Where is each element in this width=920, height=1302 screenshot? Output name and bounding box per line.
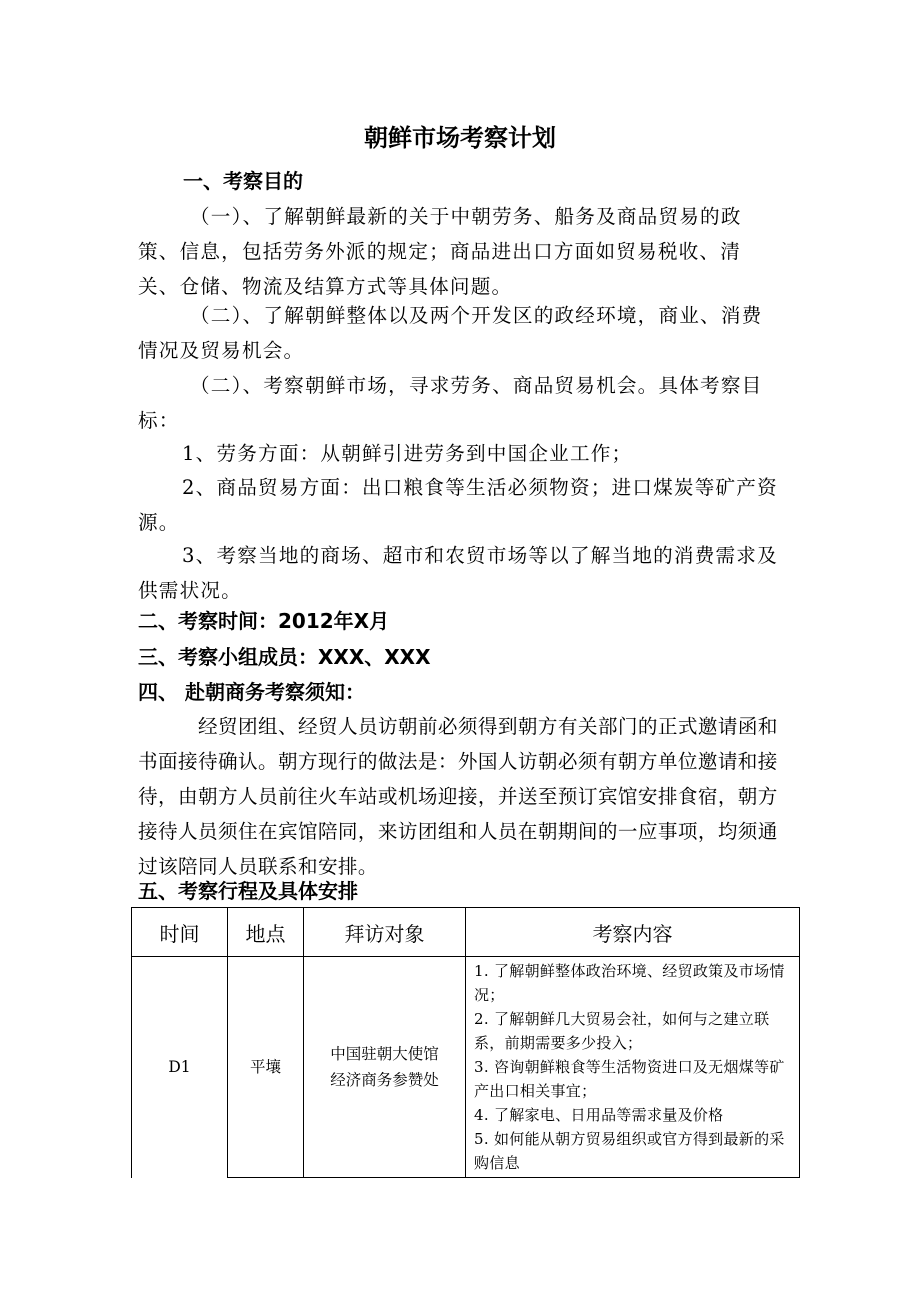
page-title: 朝鲜市场考察计划 [364,124,556,152]
section-2-heading: 二、考察时间：2012年X月 [138,609,390,633]
table-row [132,957,800,1178]
content-item-3: 3. 咨询朝鲜粮食等生活物资进口及无烟煤等矿产出口相关事宜； [474,1058,785,1100]
header-place: 地点 [228,908,304,957]
section-1-item-1: 1、劳务方面：从朝鲜引进劳务到中国企业工作； [182,442,633,465]
section-4-paragraph: 经贸团组、经贸人员访朝前必须得到朝方有关部门的正式邀请函和书面接待确认。朝方现行的做法是：外国人访朝必须有朝方单位邀请和接待，由朝方人员前往火车站或机场迎接，并送至预订宾馆安排食宿，朝方接待人员须住在宾馆陪同，来访团组和人员在朝期间的一应事项，均须通过该陪同人员联系和安排。 [138,715,778,878]
section-1-paragraph-1: （一）、了解朝鲜最新的关于中朝劳务、船务及商品贸易的政策、信息，包括劳务外派的规定；商品进出口方面如贸易税收、清关、仓储、物流及结算方式等具体问题。 [138,205,742,298]
cell-content [466,957,800,1178]
section-1-item-3: 3、考察当地的商场、超市和农贸市场等以了解当地的消费需求及供需状况。 [138,544,778,602]
section-1-heading: 一、考察目的 [183,169,303,193]
section-4-heading: 四、 赴朝商务考察须知： [138,680,365,704]
header-time: 时间 [132,908,228,957]
content-item-1: 1. 了解朝鲜整体政治环境、经贸政策及市场情况； [474,962,785,1004]
section-1-paragraph-3: （二）、考察朝鲜市场，寻求劳务、商品贸易机会。具体考察目标： [138,374,763,432]
header-content: 考察内容 [466,908,800,957]
section-1-item-2: 2、商品贸易方面：出口粮食等生活必须物资；进口煤炭等矿产资源。 [138,476,778,534]
content-item-4: 4. 了解家电、日用品等需求量及价格 [474,1106,724,1124]
cell-place: 平壤 [228,957,304,1178]
cell-visit-target [304,957,466,1178]
visit-target-line-1: 中国驻朝大使馆 [330,1045,439,1063]
itinerary-table [131,907,800,1178]
visit-target-line-2: 经济商务参赞处 [330,1071,439,1089]
header-visit-target: 拜访对象 [304,908,466,957]
section-3-heading: 三、考察小组成员：XXX、XXX [138,645,431,669]
content-item-2: 2. 了解朝鲜几大贸易会社，如何与之建立联系，前期需要多少投入； [474,1010,770,1052]
section-1-paragraph-2: （二）、了解朝鲜整体以及两个开发区的政经环境，商业、消费情况及贸易机会。 [138,304,763,362]
section-5-heading: 五、考察行程及具体安排 [138,879,358,903]
content-item-5: 5. 如何能从朝方贸易组织或官方得到最新的采购信息 [474,1130,785,1172]
table-header-row [132,908,800,957]
cell-time: D1 [132,957,228,1178]
